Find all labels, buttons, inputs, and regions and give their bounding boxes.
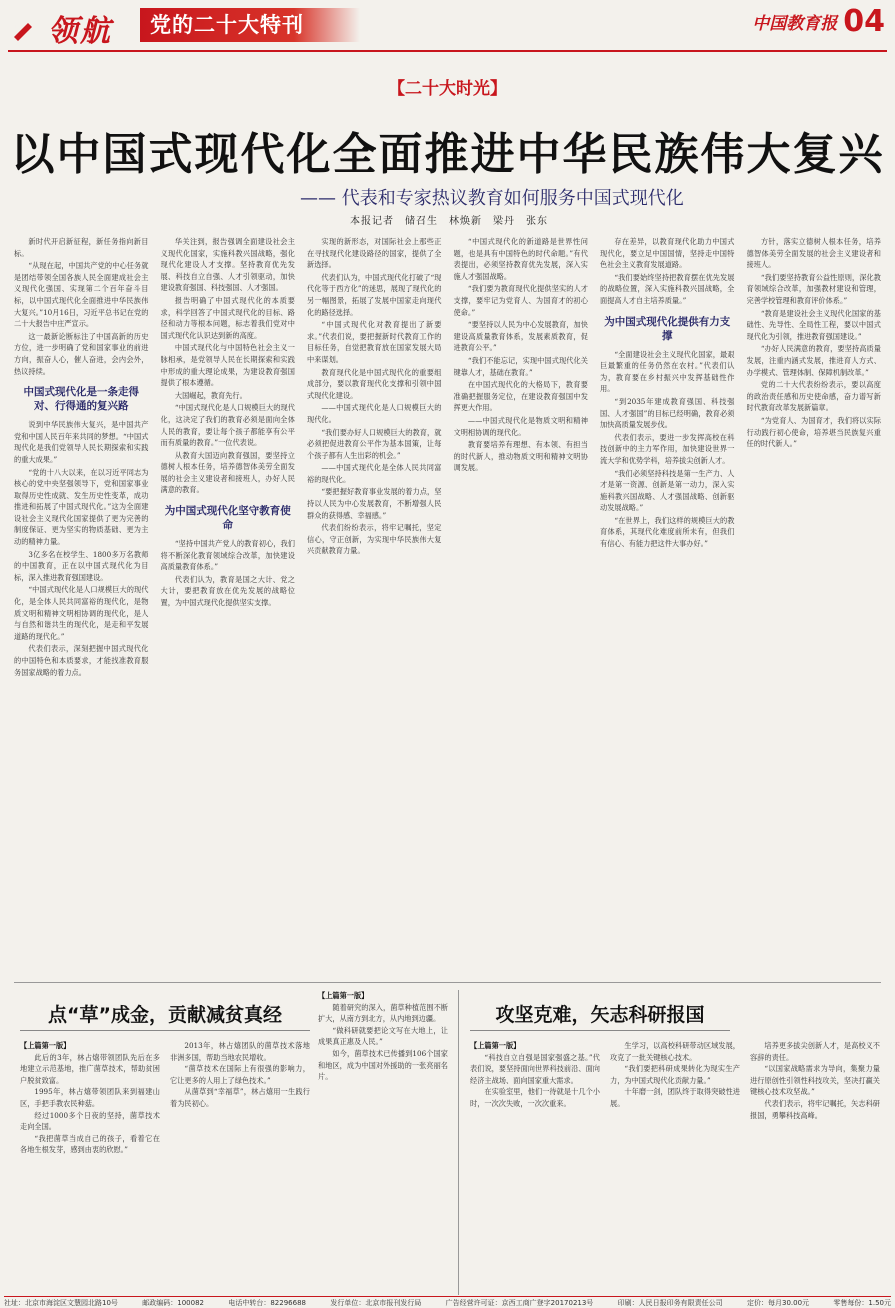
footer-retail-price: 零售每份：1.50元 [833, 1299, 891, 1307]
paragraph: 这一最新论断标注了中国高新的历史方位，进一步明确了党和国家事业的前进方向，振奋人心，催人奋进，会内会外，热议持续。 [14, 331, 149, 376]
party-emblem-icon [8, 11, 42, 45]
paragraph: “我们要始终坚持把教育摆在优先发展的战略位置，深入实施科教兴国战略，全面提高人才自主培养质量。” [600, 272, 735, 305]
paragraph: “要坚持以人民为中心发展教育，加快建设高质量教育体系，发展素质教育，促进教育公平。” [453, 320, 588, 353]
story-a-title: 点“草”成金，贡献减贫真经 [48, 1004, 282, 1026]
main-article [14, 236, 881, 976]
paragraph: “到2035年建成教育强国、科技强国、人才强国”的目标已经明确，教育必须加快高质量发展步伐。 [600, 396, 735, 430]
paragraph: “我们要坚持教育公益性原则，深化教育领域综合改革，加强教材建设和管理，完善学校管理和教育评价体系。” [746, 272, 881, 305]
paragraph: 经过1000多个日夜的坚持，菌草技术走向全国。 [20, 1110, 160, 1132]
paragraph: 报告明确了中国式现代化的本质要求，科学回答了中国式现代化的目标、路径和动力等根本问题，标志着我们党对中国式现代化认识达到新的高度。 [160, 295, 295, 340]
article-column-2 [161, 236, 296, 976]
footer-ad-license: 广告经营许可证：京西工商广登字20170213号 [445, 1299, 594, 1307]
paragraph: “中国式现代化的新道路是世界性问题，也是具有中国特色的时代命题。”有代表提出，必须坚持教育优先发展，深入实施人才强国战略。 [453, 237, 588, 281]
article-column-5 [600, 236, 735, 976]
masthead-right [752, 4, 885, 39]
newspaper-name: 中国教育报 [752, 14, 838, 34]
paragraph: “我们不能忘记，实现中国式现代化关键靠人才，基础在教育。” [453, 355, 588, 377]
paragraph: 代表们认为，中国式现代化打破了“现代化等于西方化”的迷思，展现了现代化的另一幅图景，拓展了发展中国家走向现代化的路径选择。 [307, 272, 442, 317]
paragraph: 党的二十大代表纷纷表示，要以高度的政治责任感和历史使命感，奋力谱写新时代教育改革发展新篇章。 [746, 380, 881, 413]
main-headline: 以中国式现代化全面推进中华民族伟大复兴 [10, 129, 885, 180]
footer-phone: 电话中转台：82296688 [228, 1299, 306, 1307]
paragraph: 在实验室里，他们一待就是十几个小时，一次次失败，一次次重来。 [470, 1087, 600, 1108]
dateline: 【上篇第一版】 [20, 1041, 71, 1050]
masthead-rule [8, 50, 887, 52]
paragraph: ——中国式现代化是人口规模巨大的现代化。 [307, 403, 442, 424]
section-subtitle: 为中国式现代化坚守教育使命 [164, 505, 291, 532]
paragraph: “坚持中国共产党人的教育初心，我们将不断深化教育领域综合改革，加快建设高质量教育体系。” [160, 539, 295, 572]
story-b-body [470, 1040, 880, 1295]
masthead-brand [8, 6, 112, 50]
article-column-1 [14, 236, 149, 976]
dateline: 【上篇第一版】 [470, 1041, 521, 1050]
paragraph: 3亿多名在校学生、1800多万名教师的中国教育，正在以中国式现代化为目标，深入推进教育强国建设。 [14, 549, 149, 582]
paragraph: 代表们表示，将牢记嘱托，矢志科研报国，勇攀科技高峰。 [750, 1098, 880, 1120]
paragraph: “做科研就要把论文写在大地上，让成果真正惠及人民。” [318, 1025, 448, 1047]
story-a-body [20, 1040, 310, 1295]
footer-price: 定价：每月30.00元 [747, 1299, 810, 1307]
byline: 本报记者 储召生 林焕新 梁丹 张东 [350, 216, 548, 227]
story-b-column-3 [750, 1040, 880, 1295]
paragraph: 方针，落实立德树人根本任务，培养德智体美劳全面发展的社会主义建设者和接班人。 [746, 237, 881, 270]
paragraph: 教育现代化是中国式现代化的重要组成部分，要以教育现代化支撑和引领中国式现代化建设。 [307, 367, 442, 400]
paragraph: 十年磨一剑，团队终于取得突破性进展。 [610, 1087, 740, 1108]
paragraph: 代表们纷纷表示，将牢记嘱托，坚定信心，守正创新，为实现中华民族伟大复兴贡献教育力量。 [307, 523, 442, 556]
paragraph: 大国崛起，教育先行。 [174, 390, 247, 400]
paragraph: “我们要办好人口规模巨大的教育，就必须把促进教育公平作为基本国策，让每个孩子都有人生出彩的机会。” [307, 427, 442, 460]
paragraph: 在中国式现代化的大格局下，教育要准确把握服务定位，在建设教育强国中发挥更大作用。 [453, 380, 588, 413]
paragraph: 教育要培养有理想、有本领、有担当的时代新人，推动物质文明和精神文明协调发展。 [453, 440, 588, 473]
footer-distribution: 发行单位：北京市报刊发行局 [330, 1299, 422, 1307]
paragraph: “在世界上，我们这样的规模巨大的教育体系，其现代化难度前所未有，但我们有信心、有能力把这件大事办好。” [600, 515, 735, 549]
paragraph: “要把握好教育事业发展的着力点，坚持以人民为中心发展教育，不断增强人民群众的获得感、幸福感。” [307, 487, 442, 520]
paragraph: “中国式现代化是人口规模巨大的现代化，这决定了我们的教育必须是面向全体人民的教育，要让每个孩子都能享有公平而有质量的教育。”一位代表说。 [160, 403, 295, 448]
dateline: 【上篇第一版】 [318, 991, 369, 1000]
paragraph: 如今，菌草技术已传播到106个国家和地区，成为中国对外援助的一张亮丽名片。 [318, 1048, 448, 1082]
paragraph: “教育是建设社会主义现代化国家的基础性、先导性、全局性工程，要以中国式现代化为引领，推进教育强国建设。” [746, 308, 881, 341]
story-a-column-1 [20, 1040, 160, 1295]
subheadline: —— 代表和专家热议教育如何服务中国式现代化 [300, 188, 684, 209]
footer-postcode: 邮政编码：100082 [142, 1299, 204, 1307]
paragraph: 随着研究的深入，菌草种植范围不断扩大，从南方到北方，从内地到边疆。 [318, 1002, 448, 1024]
section-subtitle: 中国式现代化是一条走得对、行得通的复兴路 [23, 386, 139, 413]
paragraph: “中国式现代化是人口规模巨大的现代化，是全体人民共同富裕的现代化，是物质文明和精神文明相协调的现代化，是人与自然和谐共生的现代化，是走和平发展道路的现代化。” [14, 585, 149, 641]
title-rule [20, 1030, 310, 1031]
paragraph: “全面建设社会主义现代化国家，最艰巨最繁重的任务仍然在农村。”代表们认为，教育要在乡村振兴中发挥基础性作用。 [600, 349, 735, 394]
paragraph: 生学习，以高校科研带动区域发展，攻克了一批关键核心技术。 [610, 1041, 740, 1062]
paragraph: “我把菌草当成自己的孩子，看着它在各地生根发芽，感到由衷的欣慰。” [20, 1133, 160, 1155]
paragraph: ——中国式现代化是物质文明和精神文明相协调的现代化。 [453, 415, 588, 437]
story-a-column-2 [170, 1040, 310, 1295]
article-column-4 [454, 236, 589, 976]
paragraph: “菌草技术在国际上有很强的影响力，它让更多的人用上了绿色技术。” [170, 1064, 310, 1085]
article-column-6 [747, 236, 882, 976]
paragraph: “以国家战略需求为导向，集聚力量进行原创性引领性科技攻关，坚决打赢关键核心技术攻坚战。” [750, 1064, 880, 1097]
article-column-3 [307, 236, 442, 976]
paragraph: 华关注到，报告强调全面建设社会主义现代化国家，实施科教兴国战略，强化现代化建设人才支撑。坚持教育优先发展、科技自立自强、人才引领驱动，加快建设教育强国、科技强国、人才强国。 [160, 237, 295, 293]
paragraph: 2013年，林占熺团队的菌草技术落地非洲多国，帮助当地农民增收。 [170, 1041, 310, 1062]
paragraph: 代表们表示，深刻把握中国式现代化的中国特色和本质要求，才能找准教育服务国家战略的着力点。 [14, 644, 149, 677]
story-b-column-1 [470, 1040, 600, 1295]
paragraph: “我们必须坚持科技是第一生产力、人才是第一资源、创新是第一动力，深入实施科教兴国战略、人才强国战略、创新驱动发展战略。” [600, 468, 735, 513]
footer-address: 社址：北京市海淀区文慧园北路10号 [4, 1299, 118, 1307]
section-subtitle: 为中国式现代化提供有力支撑 [604, 315, 731, 342]
title-rule [470, 1030, 730, 1031]
story-a-column-3 [318, 990, 448, 1295]
story-b-column-2 [610, 1040, 740, 1295]
paragraph: “办好人民满意的教育，要坚持高质量发展，注重内涵式发展，推进育人方式、办学模式、管理体制、保障机制改革。” [746, 344, 881, 377]
paragraph: 代表们认为，教育是国之大计、党之大计，要把教育放在优先发展的战略位置，为中国式现代化提供坚实支撑。 [160, 574, 295, 608]
story-b-title: 攻坚克难，矢志科研报国 [495, 1004, 705, 1026]
paragraph: 中国式现代化与中国特色社会主义一脉相承，是党领导人民在长期探索和实践中形成的重大理论成果，为建设教育强国提供了根本遵循。 [160, 343, 295, 388]
paragraph: “从现在起，中国共产党的中心任务就是团结带领全国各族人民全面建成社会主义现代化强国、实现第二个百年奋斗目标，以中国式现代化全面推进中华民族伟大复兴。”10月16日，习近平总书记在党的二十大报告中庄严宣示。 [14, 261, 149, 329]
paragraph: 新时代开启新征程，新任务指向新目标。 [14, 237, 149, 258]
paragraph: 从菌草到“幸福草”，林占熺用一生践行着为民初心。 [170, 1087, 310, 1108]
paragraph: 存在差异，以教育现代化助力中国式现代化，要立足中国国情，坚持走中国特色社会主义教育发展道路。 [600, 237, 735, 270]
section-divider [14, 982, 881, 983]
brand-title: 领航 [48, 14, 112, 49]
paragraph: 实现的新形态，对国际社会上那些正在寻找现代化建设路径的国家，提供了全新选择。 [307, 237, 442, 270]
footer [4, 1298, 891, 1308]
page-number: 04 [843, 4, 885, 39]
paragraph: 培养更多拔尖创新人才，是高校义不容辞的责任。 [750, 1041, 880, 1062]
paragraph: ——中国式现代化是全体人民共同富裕的现代化。 [307, 463, 442, 484]
masthead [0, 0, 895, 56]
paragraph: 此后的3年，林占熺带领团队先后在多地建立示范基地，推广菌草技术，帮助贫困户脱贫致富。 [20, 1052, 160, 1085]
paragraph: 1995年，林占熺带领团队来到福建山区，手把手教农民种菇。 [20, 1087, 160, 1108]
paragraph: “中国式现代化对教育提出了新要求。”代表们说，要把握新时代教育工作的目标任务，自觉把教育放在国家发展大局中来谋划。 [307, 320, 442, 364]
footer-rule [4, 1296, 891, 1297]
paragraph: 从教育大国迈向教育强国，要坚持立德树人根本任务，培养德智体美劳全面发展的社会主义建设者和接班人，办好人民满意的教育。 [160, 450, 295, 495]
paragraph: “我们要为教育现代化提供坚实的人才支撑，要牢记为党育人、为国育才的初心使命。” [453, 284, 588, 317]
paragraph: 代表们表示，要进一步发挥高校在科技创新中的主力军作用，加快建设世界一流大学和优势学科，培养拔尖创新人才。 [600, 432, 735, 465]
paragraph: “党的十八大以来，在以习近平同志为核心的党中央坚强领导下，党和国家事业取得历史性成就、发生历史性变革，成功推进和拓展了中国式现代化。”这为全面建设社会主义现代化国家提供了更为完善的制度保证、更为坚实的物质基础、更为主动的精神力量。 [14, 467, 149, 547]
footer-printer: 印刷：人民日报印务有限责任公司 [617, 1299, 723, 1307]
paragraph: “科技自立自强是国家强盛之基。”代表们说，要坚持面向世界科技前沿、面向经济主战场、面向国家重大需求。 [470, 1052, 600, 1085]
paragraph: “为党育人、为国育才，我们将以实际行动践行初心使命，培养堪当民族复兴重任的时代新人。” [746, 415, 881, 449]
paragraph: 说到中华民族伟大复兴，是中国共产党和中国人民百年来共同的梦想。“中国式现代化是我们党领导人民长期探索和实践的重大成果。” [14, 420, 149, 464]
section-tag: 【二十大时光】 [388, 79, 507, 99]
special-issue-banner: 党的二十大特刊 [140, 8, 360, 42]
paragraph: “我们要把科研成果转化为现实生产力，为中国式现代化贡献力量。” [610, 1064, 740, 1085]
